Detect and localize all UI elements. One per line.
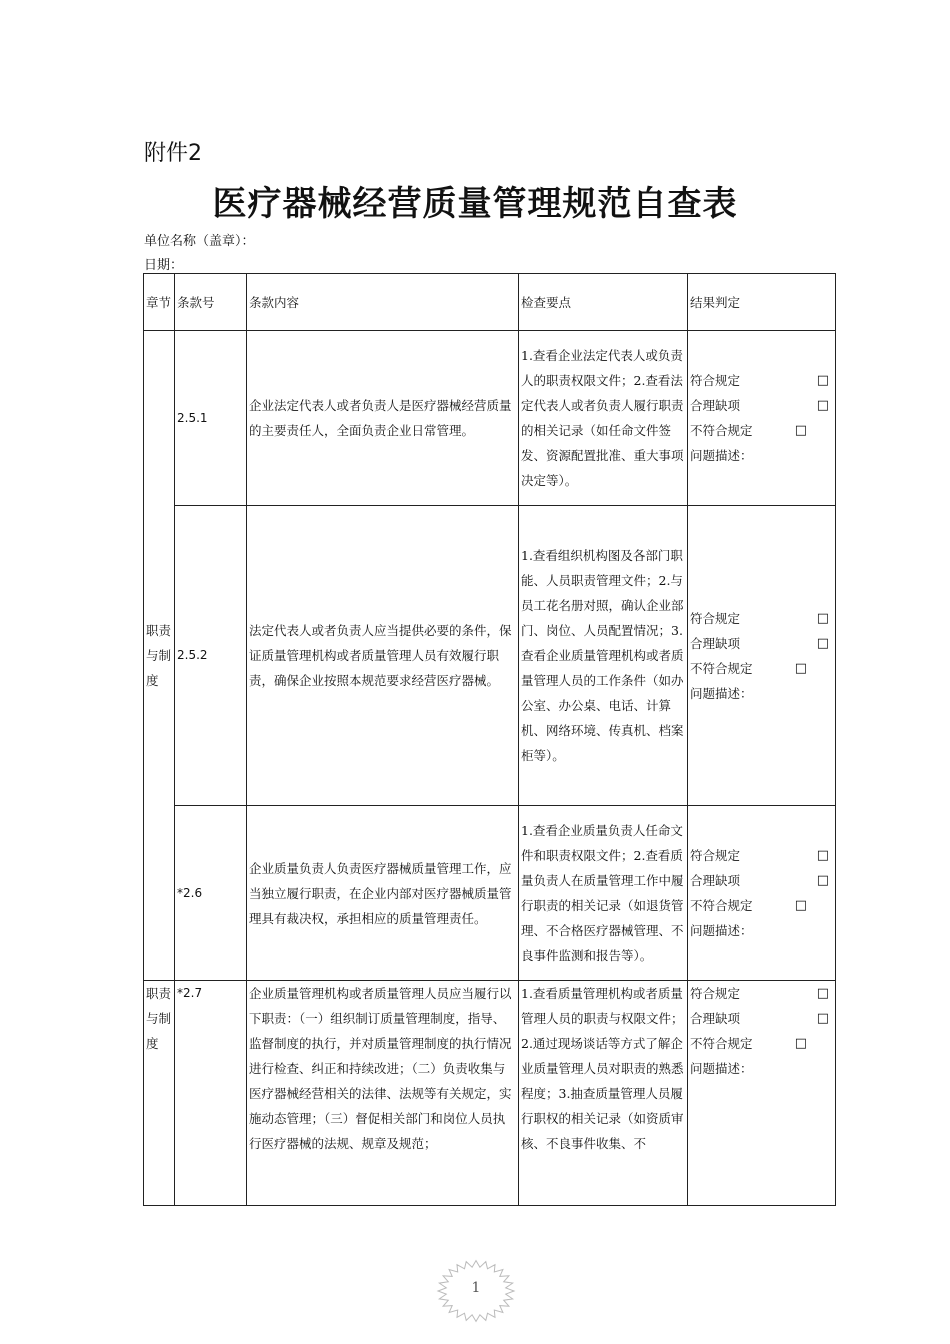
result-cell: [688, 806, 836, 981]
unit-name-label: 单位名称（盖章）：: [144, 234, 255, 249]
result-option-nonconform: 不符合规定 □: [690, 893, 833, 918]
date-label: 日期：: [144, 258, 184, 273]
result-option-conform: 符合规定 □: [690, 981, 833, 1006]
result-option-nonconform: 不符合规定 □: [690, 656, 833, 681]
column-header-result: 结果判定: [688, 274, 836, 331]
checkbox-icon[interactable]: □: [816, 986, 829, 1001]
result-option-nonconform: 不符合规定 □: [690, 418, 833, 443]
result-option-conform: 符合规定 □: [690, 368, 833, 393]
problem-description-label: 问题描述：: [690, 1061, 753, 1076]
section-cell: 职责与制度: [144, 331, 175, 981]
page-number: 1: [471, 1280, 481, 1296]
result-option-conform: 符合规定 □: [690, 606, 833, 631]
column-header-clause: 条款号: [175, 274, 247, 331]
check-points: 1.查看质量管理机构或者质量管理人员的职责与权限文件；2.通过现场谈话等方式了解企业质量管理人员对职责的熟悉程度；3.抽查质量管理人员履行职权的相关记录（如资质审核、不良事件收集、不: [519, 981, 688, 1206]
result-option-reasonable-missing: 合理缺项 □: [690, 868, 833, 893]
checkbox-icon[interactable]: □: [794, 898, 807, 913]
clause-number: 2.5.1: [175, 331, 247, 506]
result-cell: [688, 506, 836, 806]
check-points: 1.查看组织机构图及各部门职能、人员职责管理文件；2.与员工花名册对照，确认企业部门、岗位、人员配置情况；3.查看企业质量管理机构或者质量管理人员的工作条件（如办公室、办公桌、电话、计算机、网络环境、传真机、档案柜等）。: [519, 506, 688, 806]
check-points: 1.查看企业质量负责人任命文件和职责权限文件；2.查看质量负责人在质量管理工作中履行职责的相关记录（如退货管理、不合格医疗器械管理、不良事件监测和报告等）。: [519, 806, 688, 981]
section-cell: 职责与制度: [144, 981, 175, 1206]
clause-number: 2.5.2: [175, 506, 247, 806]
clause-content: 企业法定代表人或者负责人是医疗器械经营质量的主要责任人，全面负责企业日常管理。: [247, 331, 519, 506]
result-cell: [688, 981, 836, 1206]
column-header-content: 条款内容: [247, 274, 519, 331]
problem-description-label: 问题描述：: [690, 923, 753, 938]
checkbox-icon[interactable]: □: [816, 398, 829, 413]
clause-content: 企业质量负责人负责医疗器械质量管理工作，应当独立履行职责，在企业内部对医疗器械质量管理具有裁决权，承担相应的质量管理责任。: [247, 806, 519, 981]
result-cell: [688, 331, 836, 506]
result-option-conform: 符合规定 □: [690, 843, 833, 868]
clause-number: *2.7: [175, 981, 247, 1206]
column-header-chapter: 章节: [144, 274, 175, 331]
result-option-reasonable-missing: 合理缺项 □: [690, 631, 833, 656]
checkbox-icon[interactable]: □: [816, 635, 829, 651]
check-points: 1.查看企业法定代表人或负责人的职责权限文件；2.查看法定代表人或者负责人履行职责的相关记录（如任命文件签发、资源配置批准、重大事项决定等）。: [519, 331, 688, 506]
checkbox-icon[interactable]: □: [794, 660, 807, 676]
result-option-nonconform: 不符合规定 □: [690, 1031, 833, 1056]
checkbox-icon[interactable]: □: [816, 373, 829, 388]
document-title: 医疗器械经营质量管理规范自查表: [212, 184, 738, 224]
checkbox-icon[interactable]: □: [794, 1036, 807, 1051]
checkbox-icon[interactable]: □: [816, 1011, 829, 1026]
clause-number: *2.6: [175, 806, 247, 981]
table-row: [144, 806, 836, 981]
table-row: [144, 331, 836, 506]
checkbox-icon[interactable]: □: [816, 848, 829, 863]
result-option-reasonable-missing: 合理缺项 □: [690, 1006, 833, 1031]
table-header-row: [144, 274, 836, 331]
checkbox-icon[interactable]: □: [816, 873, 829, 888]
column-header-points: 检查要点: [519, 274, 688, 331]
problem-description-label: 问题描述：: [690, 448, 753, 463]
table-row: [144, 981, 836, 1206]
problem-description-label: 问题描述：: [690, 685, 753, 701]
checkbox-icon[interactable]: □: [794, 423, 807, 438]
clause-content: 企业质量管理机构或者质量管理人员应当履行以下职责：（一）组织制订质量管理制度，指导、监督制度的执行，并对质量管理制度的执行情况进行检查、纠正和持续改进；（二）负责收集与医疗器械经营相关的法律、法规等有关规定，实施动态管理；（三）督促相关部门和岗位人员执行医疗器械的法规、规章及规范；: [247, 981, 519, 1206]
clause-content: 法定代表人或者负责人应当提供必要的条件，保证质量管理机构或者质量管理人员有效履行职责，确保企业按照本规范要求经营医疗器械。: [247, 506, 519, 806]
table-row: [144, 506, 836, 806]
attachment-label: 附件2: [144, 141, 202, 166]
self-check-table: [143, 273, 836, 1206]
result-option-reasonable-missing: 合理缺项 □: [690, 393, 833, 418]
checkbox-icon[interactable]: □: [816, 610, 829, 626]
